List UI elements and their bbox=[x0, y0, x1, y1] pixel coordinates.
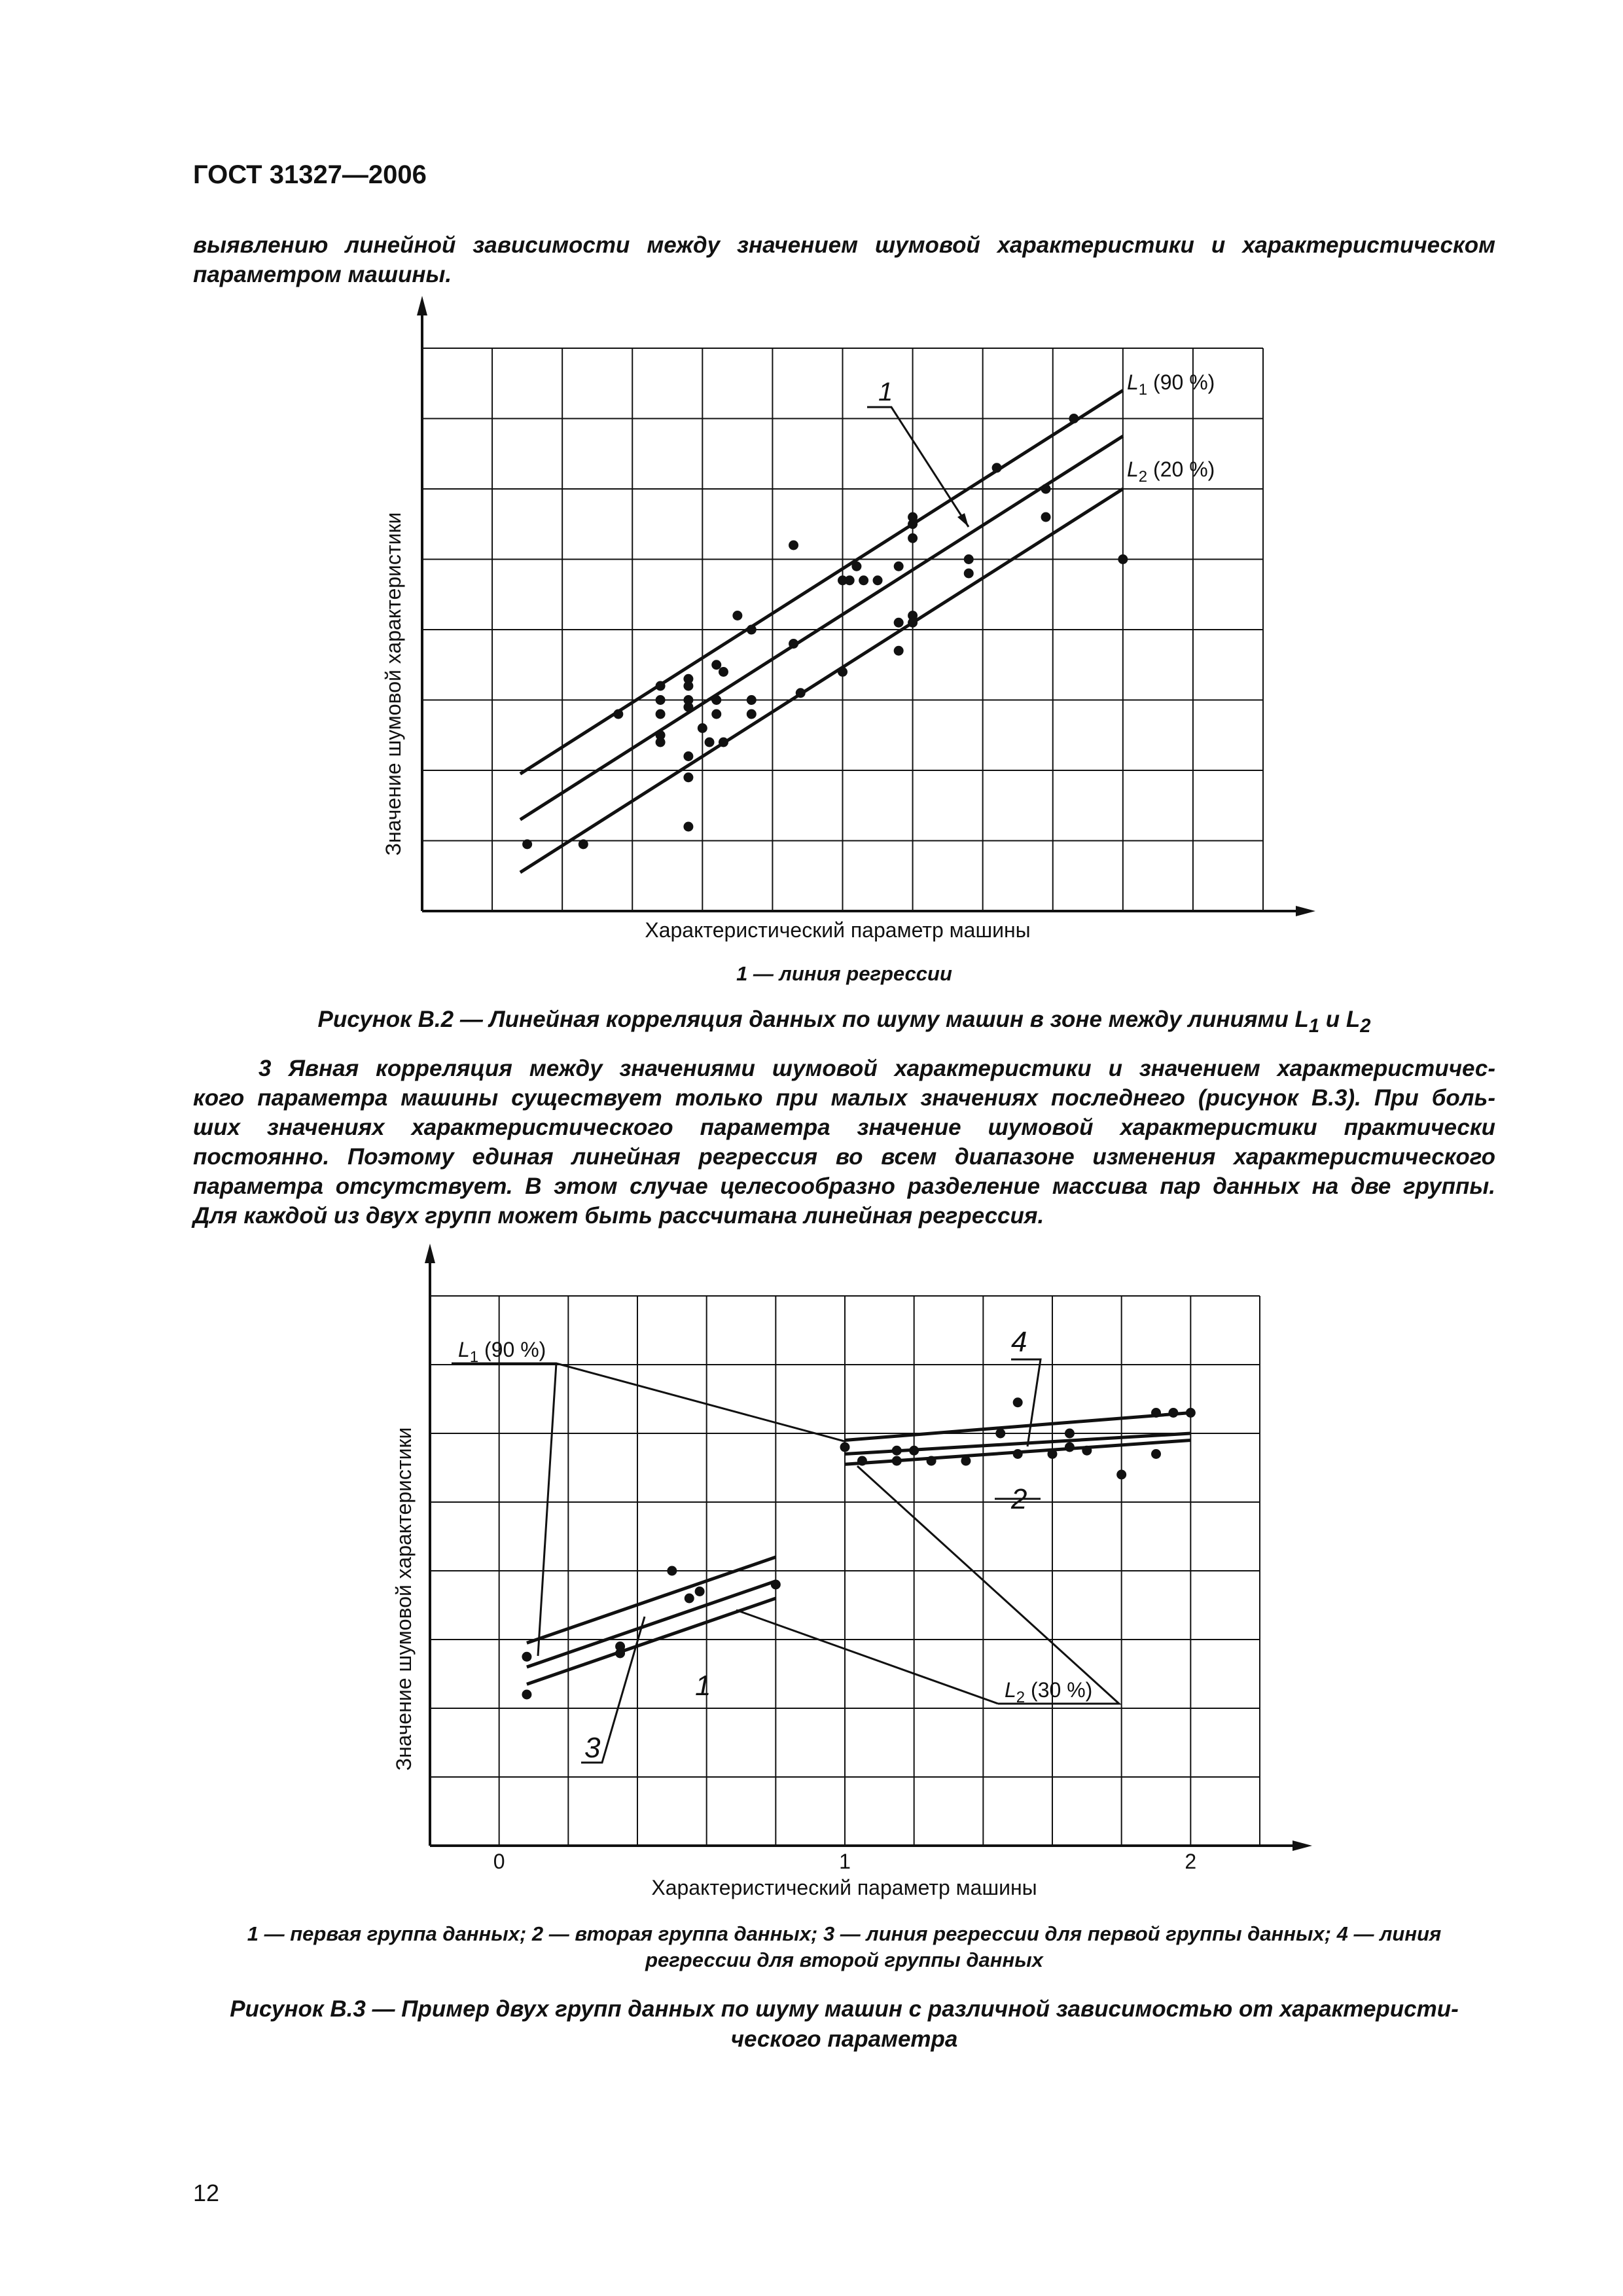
paragraph-3-line: параметра отсутствует. В этом случае целесообразно разделение массива пар данных на две группы. bbox=[193, 1174, 1495, 1199]
figure-b2-caption-text: Рисунок В.2 — Линейная корреляция данных по шуму машин в зоне между линиями bbox=[317, 1007, 1295, 1032]
x-tick-label: 0 bbox=[493, 1850, 505, 1873]
paragraph-3-line: кого параметра машины существует только при малых значениях последнего (рисунок В.3). При боль- bbox=[193, 1085, 1495, 1111]
data-point bbox=[1151, 1449, 1161, 1459]
paragraph-3-line: ших значениях характеристического параметра значение шумовой характеристики практически bbox=[193, 1115, 1495, 1140]
x-tick-label: 2 bbox=[1185, 1850, 1197, 1873]
data-point bbox=[771, 1580, 781, 1590]
figure-b2-ylabel: Значение шумовой характеристики bbox=[382, 512, 405, 856]
data-point bbox=[892, 1456, 902, 1466]
leader-line-l1-2 bbox=[538, 1363, 556, 1656]
data-point bbox=[1168, 1408, 1178, 1418]
data-point bbox=[1151, 1408, 1161, 1418]
annotation-label-L1: $L_1$ (90 %) bbox=[1127, 370, 1215, 399]
data-point bbox=[961, 1456, 971, 1466]
data-point bbox=[1082, 1446, 1092, 1456]
data-point bbox=[522, 1652, 531, 1662]
annotation-label-1: 1 bbox=[878, 378, 893, 406]
annotation-label-L2: $L_2$ (20 %) bbox=[1127, 457, 1215, 486]
figure-b2-caption-l2-sub: 2 bbox=[1360, 1016, 1371, 1037]
figure-b3-regression-lines bbox=[527, 1413, 1190, 1685]
data-point bbox=[1065, 1443, 1075, 1452]
annotation-label-4: 4 bbox=[1011, 1326, 1027, 1358]
figure-b3-xlabel: Характеристический параметр машины bbox=[651, 1876, 1037, 1899]
paragraph-3-line: 3 Явная корреляция между значениями шумовой характеристики и значением характеристичес- bbox=[259, 1056, 1495, 1081]
data-point bbox=[1186, 1408, 1196, 1418]
data-point bbox=[840, 1443, 850, 1452]
data-point bbox=[1013, 1449, 1023, 1459]
figure-b3-axes bbox=[425, 1244, 1312, 1851]
figure-b3-x-ticks bbox=[493, 1850, 1196, 1873]
annotation-label-2: 2 bbox=[1011, 1483, 1027, 1515]
figure-b3-legend-line: 1 — первая группа данных; 2 — вторая группа данных; 3 — линия регрессии для первой группы данных; 4 — линия bbox=[247, 1922, 1442, 1945]
page-number: 12 bbox=[193, 2179, 220, 2206]
data-point bbox=[522, 1690, 531, 1700]
figure-b2-caption-l2: L bbox=[1346, 1007, 1361, 1032]
data-point bbox=[1065, 1429, 1075, 1439]
paragraph-3-line: постоянно. Поэтому единая линейная регрессия во всем диапазоне изменения характеристического bbox=[193, 1144, 1495, 1170]
data-point bbox=[857, 1456, 867, 1466]
annotation-label-L1: $L_1$ (90 %) bbox=[458, 1338, 546, 1366]
annotation-label-L2: $L_2$ (30 %) bbox=[1005, 1678, 1093, 1706]
x-axis-arrow bbox=[1293, 1840, 1312, 1851]
annotation-label-1: 1 bbox=[695, 1670, 711, 1702]
figure-b2-legend: 1 — линия регрессии bbox=[736, 962, 952, 985]
figure-b2-xlabel: Характеристический параметр машины bbox=[645, 918, 1031, 942]
figure-b3-caption-line: Рисунок В.3 — Пример двух групп данных по шуму машин с различной зависимостью от характеристи- bbox=[230, 1996, 1459, 2022]
data-point bbox=[667, 1566, 677, 1576]
figure-b3-legend bbox=[193, 1921, 1495, 1973]
data-point bbox=[1048, 1449, 1058, 1459]
leader-line-l1 bbox=[452, 1363, 844, 1441]
y-axis-arrow bbox=[425, 1244, 435, 1263]
intro-paragraph: выявлению линейной зависимости между значением шумовой характеристики и характеристическом параметром машины. bbox=[193, 232, 1495, 287]
regression-line bbox=[527, 1581, 776, 1667]
data-point bbox=[1013, 1397, 1023, 1407]
annotation-label-3: 3 bbox=[584, 1732, 601, 1764]
data-point bbox=[685, 1594, 694, 1604]
data-point bbox=[1116, 1470, 1126, 1480]
data-point bbox=[695, 1587, 705, 1596]
figure-b2-caption-l1: L bbox=[1294, 1007, 1309, 1032]
figure-b2-caption-and: и bbox=[1319, 1007, 1346, 1032]
figure-b2-caption-l1-sub: 1 bbox=[1308, 1016, 1320, 1037]
figure-b3-caption bbox=[193, 1994, 1495, 2054]
data-point bbox=[615, 1649, 625, 1659]
paragraph-3-line: Для каждой из двух групп может быть рассчитана линейная регрессия. bbox=[193, 1203, 1044, 1229]
x-tick-label: 1 bbox=[839, 1850, 851, 1873]
figure-b3-ylabel: Значение шумовой характеристики bbox=[392, 1427, 416, 1771]
regression-line bbox=[527, 1557, 776, 1643]
data-point bbox=[909, 1446, 919, 1456]
document-header: ГОСТ 31327—2006 bbox=[193, 160, 427, 189]
data-point bbox=[995, 1429, 1005, 1439]
data-point bbox=[927, 1456, 936, 1466]
data-point bbox=[892, 1446, 902, 1456]
figure-b3-caption-line: ческого параметра bbox=[730, 2026, 958, 2052]
figure-b3-legend-line: регрессии для второй группы данных bbox=[645, 1948, 1043, 1971]
